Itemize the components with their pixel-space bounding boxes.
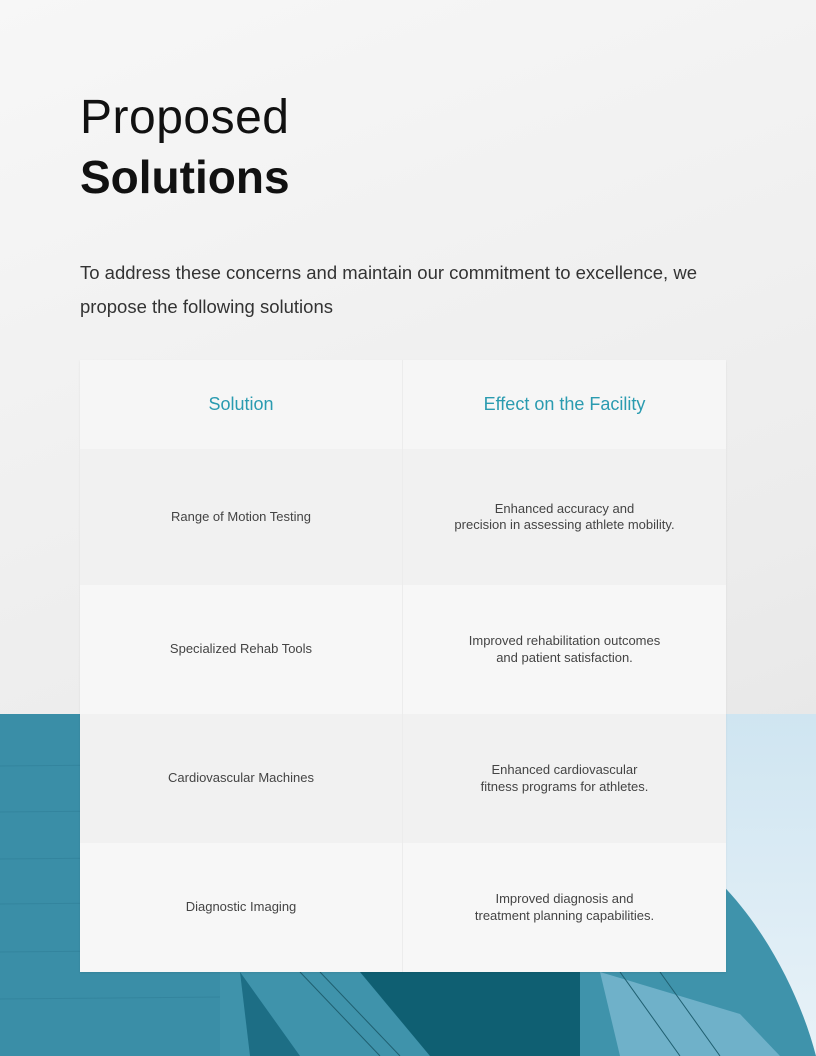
solution-cell: Diagnostic Imaging — [80, 843, 403, 972]
table-row — [80, 585, 726, 714]
solution-cell: Range of Motion Testing — [80, 449, 403, 585]
title-line-2: Solutions — [80, 151, 290, 203]
intro-paragraph: To address these concerns and maintain our commitment to excellence, we propose the following solutions — [80, 262, 697, 317]
effect-cell: Enhanced accuracy and precision in assessing athlete mobility. — [403, 449, 726, 585]
header-solution: Solution — [80, 360, 403, 449]
header-effect: Effect on the Facility — [403, 360, 726, 449]
table-header-row — [80, 360, 726, 449]
table-row — [80, 843, 726, 972]
effect-cell: Improved diagnosis and treatment planning capabilities. — [403, 843, 726, 972]
effect-cell: Enhanced cardiovascular fitness programs for athletes. — [403, 714, 726, 843]
table-row — [80, 449, 726, 585]
solution-cell: Cardiovascular Machines — [80, 714, 403, 843]
effect-cell: Improved rehabilitation outcomes and patient satisfaction. — [403, 585, 726, 714]
title-line-1: Proposed — [80, 91, 290, 144]
page-title — [80, 90, 290, 208]
solutions-table — [80, 360, 726, 972]
table-row — [80, 714, 726, 843]
solution-cell: Specialized Rehab Tools — [80, 585, 403, 714]
